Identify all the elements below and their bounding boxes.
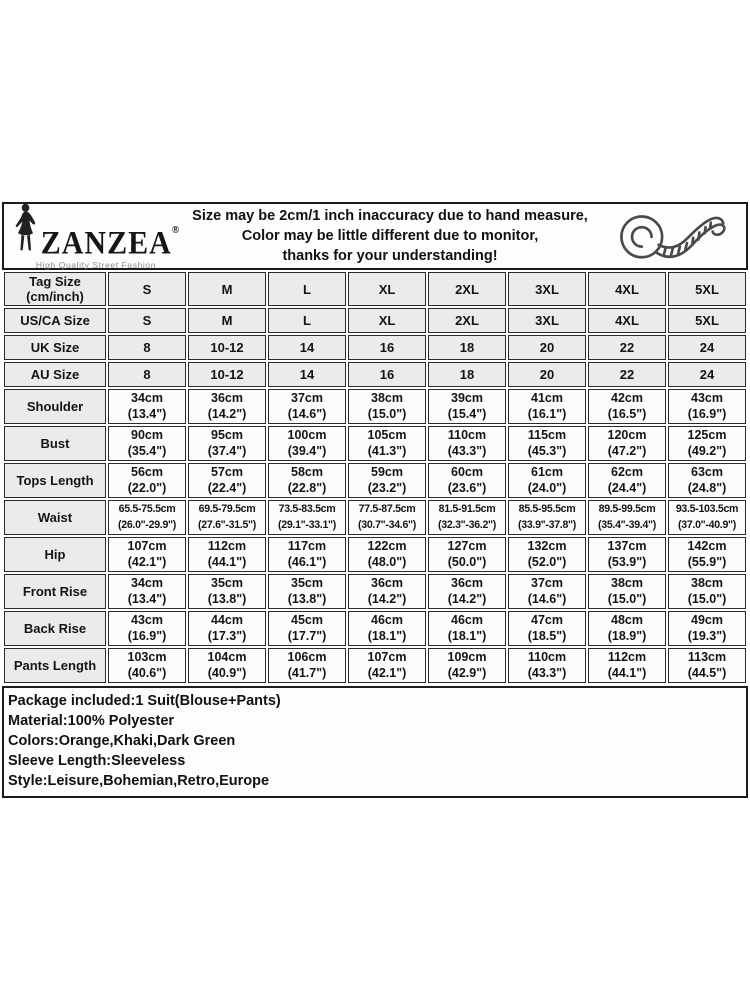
measurement-value-cell: 43cm (16.9") [668,389,746,424]
conversion-value-cell: 16 [348,362,426,387]
size-table-body [4,272,746,683]
product-detail-line: Style:Leisure,Bohemian,Retro,Europe [8,773,270,789]
brand-name: ZANZEA® [40,224,181,262]
measurement-value-cell: 46cm (18.1") [348,611,426,646]
row-label-cell: Pants Length [4,648,106,683]
conversion-value-cell: 16 [348,335,426,360]
conversion-value-cell: XL [348,308,426,333]
conversion-value-cell: 20 [508,335,586,360]
row-label-cell: Back Rise [4,611,106,646]
measurement-value-cell: 122cm (48.0") [348,537,426,572]
conversion-value-cell: 5XL [668,308,746,333]
row-label-cell: UK Size [4,335,106,360]
measurement-value-cell: 36cm (14.2") [348,574,426,609]
measurement-value-cell: 93.5-103.5cm (37.0"-40.9") [668,500,746,535]
conversion-value-cell: 24 [668,362,746,387]
conversion-value-cell: 8 [108,335,186,360]
measurement-value-cell: 107cm (42.1") [108,537,186,572]
measurement-value-cell: 113cm (44.5") [668,648,746,683]
measurement-value-cell: 115cm (45.3") [508,426,586,461]
measurement-value-cell: 48cm (18.9") [588,611,666,646]
measurement-value-cell: 65.5-75.5cm (26.0"-29.9") [108,500,186,535]
disclaimer-text [182,206,602,266]
measurement-value-cell: 47cm (18.5") [508,611,586,646]
conversion-value-cell: L [268,308,346,333]
row-label-cell: US/CA Size [4,308,106,333]
woman-silhouette-icon [12,202,39,259]
measurement-value-cell: 73.5-83.5cm (29.1"-33.1") [268,500,346,535]
size-header-cell: S [108,272,186,306]
size-header-cell: 5XL [668,272,746,306]
registered-trademark-symbol: ® [171,224,181,237]
conversion-value-cell: S [108,308,186,333]
row-label-cell: Hip [4,537,106,572]
measurement-value-cell: 117cm (46.1") [268,537,346,572]
measurement-value-cell: 104cm (40.9") [188,648,266,683]
product-detail-line: Sleeve Length:Sleeveless [8,753,186,769]
measurement-value-cell: 39cm (15.4") [428,389,506,424]
row-label-cell: AU Size [4,362,106,387]
conversion-value-cell: M [188,308,266,333]
measurement-value-cell: 69.5-79.5cm (27.6"-31.5") [188,500,266,535]
measurement-value-cell: 58cm (22.8") [268,463,346,498]
measurement-value-cell: 105cm (41.3") [348,426,426,461]
brand-tagline: High Quality Street Fashion [35,260,157,270]
measurement-value-cell: 34cm (13.4") [108,389,186,424]
measurement-value-cell: 61cm (24.0") [508,463,586,498]
measurement-value-cell: 41cm (16.1") [508,389,586,424]
size-header-cell: 3XL [508,272,586,306]
measurement-value-cell: 60cm (23.6") [428,463,506,498]
conversion-value-cell: 4XL [588,308,666,333]
product-detail-line: Package included:1 Suit(Blouse+Pants) [8,693,281,709]
measurement-value-cell: 77.5-87.5cm (30.7"-34.6") [348,500,426,535]
conversion-value-cell: 18 [428,362,506,387]
row-label-cell: Waist [4,500,106,535]
conversion-value-cell: 22 [588,362,666,387]
measurement-value-cell: 110cm (43.3") [428,426,506,461]
measurement-value-cell: 34cm (13.4") [108,574,186,609]
measurement-value-cell: 107cm (42.1") [348,648,426,683]
measurement-value-cell: 100cm (39.4") [268,426,346,461]
row-label-cell: Shoulder [4,389,106,424]
measurement-value-cell: 57cm (22.4") [188,463,266,498]
measurement-value-cell: 42cm (16.5") [588,389,666,424]
measurement-value-cell: 103cm (40.6") [108,648,186,683]
measurement-value-cell: 127cm (50.0") [428,537,506,572]
conversion-value-cell: 18 [428,335,506,360]
conversion-value-cell: 14 [268,335,346,360]
conversion-value-cell: 24 [668,335,746,360]
product-details-box [2,686,748,798]
measurement-value-cell: 85.5-95.5cm (33.9"-37.8") [508,500,586,535]
measurement-value-cell: 37cm (14.6") [268,389,346,424]
measurement-value-cell: 112cm (44.1") [188,537,266,572]
measurement-value-cell: 62cm (24.4") [588,463,666,498]
measurement-value-cell: 56cm (22.0") [108,463,186,498]
conversion-value-cell: 2XL [428,308,506,333]
conversion-value-cell: 10-12 [188,362,266,387]
measurement-value-cell: 90cm (35.4") [108,426,186,461]
measurement-value-cell: 36cm (14.2") [188,389,266,424]
brand-logo [10,202,182,270]
conversion-value-cell: 3XL [508,308,586,333]
measurement-value-cell: 110cm (43.3") [508,648,586,683]
measurement-value-cell: 49cm (19.3") [668,611,746,646]
size-chart-content [2,202,748,798]
measurement-value-cell: 43cm (16.9") [108,611,186,646]
measurement-value-cell: 137cm (53.9") [588,537,666,572]
conversion-value-cell: 10-12 [188,335,266,360]
measurement-value-cell: 95cm (37.4") [188,426,266,461]
conversion-value-cell: 8 [108,362,186,387]
measurement-value-cell: 120cm (47.2") [588,426,666,461]
size-header-cell: XL [348,272,426,306]
measurement-value-cell: 81.5-91.5cm (32.3"-36.2") [428,500,506,535]
measurement-value-cell: 38cm (15.0") [588,574,666,609]
size-header-cell: 4XL [588,272,666,306]
row-label-cell: Tops Length [4,463,106,498]
measurement-value-cell: 132cm (52.0") [508,537,586,572]
measurement-value-cell: 45cm (17.7") [268,611,346,646]
measurement-value-cell: 106cm (41.7") [268,648,346,683]
measurement-value-cell: 109cm (42.9") [428,648,506,683]
disclaimer-line-1: Size may be 2cm/1 inch inaccuracy due to hand measure, [192,208,588,224]
size-header-cell: M [188,272,266,306]
size-header-cell: 2XL [428,272,506,306]
measuring-tape-icon [602,205,740,267]
conversion-value-cell: 22 [588,335,666,360]
measurement-value-cell: 37cm (14.6") [508,574,586,609]
measurement-value-cell: 59cm (23.2") [348,463,426,498]
measurement-value-cell: 46cm (18.1") [428,611,506,646]
size-table [2,270,748,685]
conversion-value-cell: 20 [508,362,586,387]
size-header-cell: L [268,272,346,306]
measurement-value-cell: 38cm (15.0") [668,574,746,609]
measurement-value-cell: 89.5-99.5cm (35.4"-39.4") [588,500,666,535]
header-box [2,202,748,270]
corner-header-cell: Tag Size (cm/inch) [4,272,106,306]
row-label-cell: Bust [4,426,106,461]
measurement-value-cell: 44cm (17.3") [188,611,266,646]
measurement-value-cell: 38cm (15.0") [348,389,426,424]
product-detail-line: Material:100% Polyester [8,713,175,729]
measurement-value-cell: 112cm (44.1") [588,648,666,683]
disclaimer-line-3: thanks for your understanding! [282,248,498,264]
conversion-value-cell: 14 [268,362,346,387]
disclaimer-line-2: Color may be little different due to monitor, [241,228,539,244]
product-detail-line: Colors:Orange,Khaki,Dark Green [8,733,236,749]
measurement-value-cell: 35cm (13.8") [188,574,266,609]
measurement-value-cell: 36cm (14.2") [428,574,506,609]
measurement-value-cell: 63cm (24.8") [668,463,746,498]
measurement-value-cell: 142cm (55.9") [668,537,746,572]
measurement-value-cell: 35cm (13.8") [268,574,346,609]
measurement-value-cell: 125cm (49.2") [668,426,746,461]
row-label-cell: Front Rise [4,574,106,609]
